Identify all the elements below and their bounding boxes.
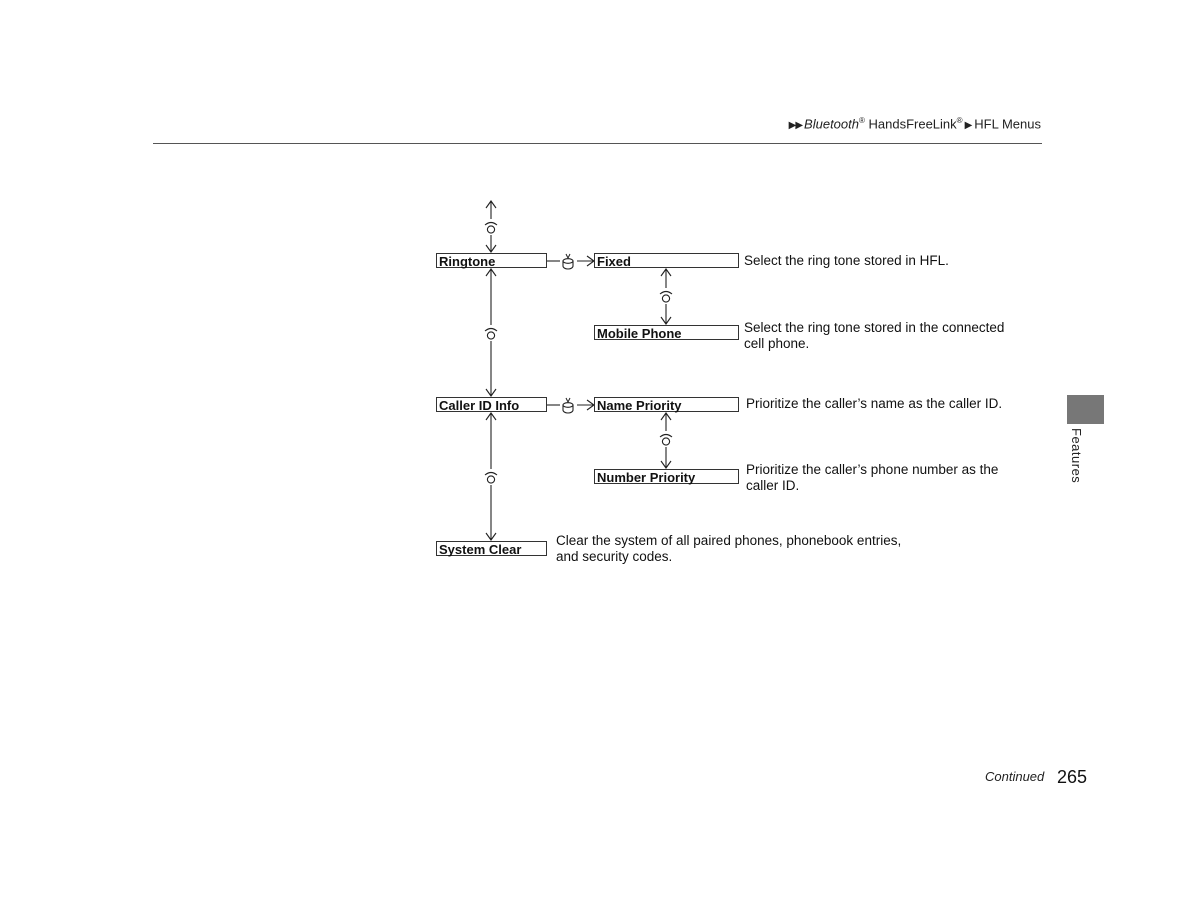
selector-knob-press-icon (563, 254, 573, 269)
description-line: cell phone. (744, 336, 810, 351)
description-line: Prioritize the caller’s name as the caller ID. (746, 396, 1003, 411)
section-tab-marker (1067, 395, 1104, 424)
menu-item-ringtone: Ringtone (436, 253, 547, 268)
description-line: Clear the system of all paired phones, phonebook entries, (556, 533, 902, 548)
description-name-priority (746, 396, 1002, 412)
registered-mark: ® (956, 116, 963, 125)
menu-item-system-clear: System Clear (436, 541, 547, 556)
breadcrumb-handsfreelink: HandsFreeLink (864, 116, 957, 132)
description-line: caller ID. (746, 478, 800, 493)
breadcrumb-arrow-icon: ▶▶ (788, 120, 803, 132)
description-fixed (744, 253, 949, 269)
description-line: Prioritize the caller’s phone number as the (746, 462, 999, 477)
description-line: and security codes. (556, 549, 673, 564)
menu-item-caller-id-info: Caller ID Info (436, 397, 547, 412)
description-mobile-phone (744, 320, 1004, 352)
option-name-priority: Name Priority (594, 397, 739, 412)
description-line: Select the ring tone stored in the connected (744, 320, 1005, 335)
breadcrumb-arrow-icon: ▶ (964, 120, 973, 132)
page-number: 265 (1057, 767, 1088, 787)
option-fixed: Fixed (594, 253, 739, 268)
continued-note: Continued (985, 769, 1045, 784)
registered-mark: ® (858, 116, 865, 125)
option-mobile-phone: Mobile Phone (594, 325, 739, 340)
breadcrumb-hfl-menus: HFL Menus (974, 116, 1041, 132)
description-number-priority (746, 462, 998, 494)
option-number-priority: Number Priority (594, 469, 739, 484)
selector-knob-press-icon (563, 398, 573, 413)
breadcrumb-bluetooth: Bluetooth (804, 116, 859, 132)
description-system-clear (556, 533, 901, 565)
description-line: Select the ring tone stored in HFL. (744, 253, 949, 268)
section-tab-label: Features (1069, 428, 1084, 484)
